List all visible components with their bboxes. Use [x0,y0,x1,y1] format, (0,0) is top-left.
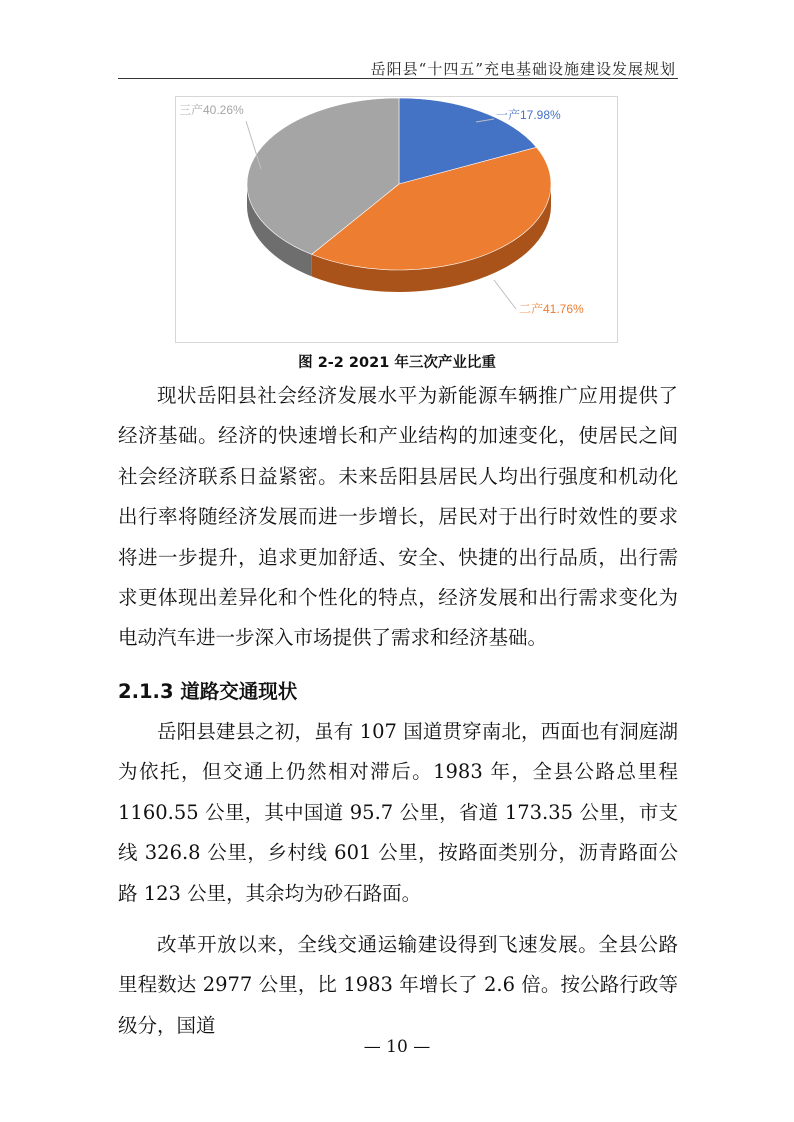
paragraph-roads-history [118,712,678,914]
pie-leader-line [494,280,516,309]
figure-caption: 图 2-2 2021 年三次产业比重 [298,355,496,371]
section-heading: 2.1.3 道路交通现状 [118,680,298,703]
pie-label-一产: 一产17.98% [496,108,561,122]
header-divider [118,78,678,79]
paragraph-economy [118,376,678,659]
paragraph-text: 改革开放以来，全线交通运输建设得到飞速发展。全县公路里程数达 2977 公里，比 1983 年增长了 2.6 倍。按公路行政等级分，国道 [118,933,678,1037]
paragraph-roads-reform [118,925,678,1046]
paragraph-text: 岳阳县建县之初，虽有 107 国道贯穿南北，西面也有洞庭湖为依托，但交通上仍然相对滞后。1983 年，全县公路总里程 1160.55 公里，其中国道 95.7 公里，省道 173.35 公里，市支线 326.8 公里，乡村线 601 公里，按路面类别分，沥青路面公路 123 公里，其余均为砂石路面。 [118,720,678,905]
pie-label-三产: 三产40.26% [179,103,244,117]
pie-chart [175,96,618,343]
paragraph-text: 现状岳阳县社会经济发展水平为新能源车辆推广应用提供了经济基础。经济的快速增长和产业结构的加速变化，使居民之间社会经济联系日益紧密。未来岳阳县居民人均出行强度和机动化出行率将随经济发展而进一步增长，居民对于出行时效性的要求将进一步提升，追求更加舒适、安全、快捷的出行品质，出行需求更体现出差异化和个性化的特点，经济发展和出行需求变化为电动汽车进一步深入市场提供了需求和经济基础。 [118,384,678,650]
header-title: 岳阳县“十四五”充电基础设施建设发展规划 [370,60,676,78]
page-number: — 10 — [363,1037,431,1057]
pie-label-二产: 二产41.76% [519,302,584,316]
pie-chart-svg [176,97,617,342]
